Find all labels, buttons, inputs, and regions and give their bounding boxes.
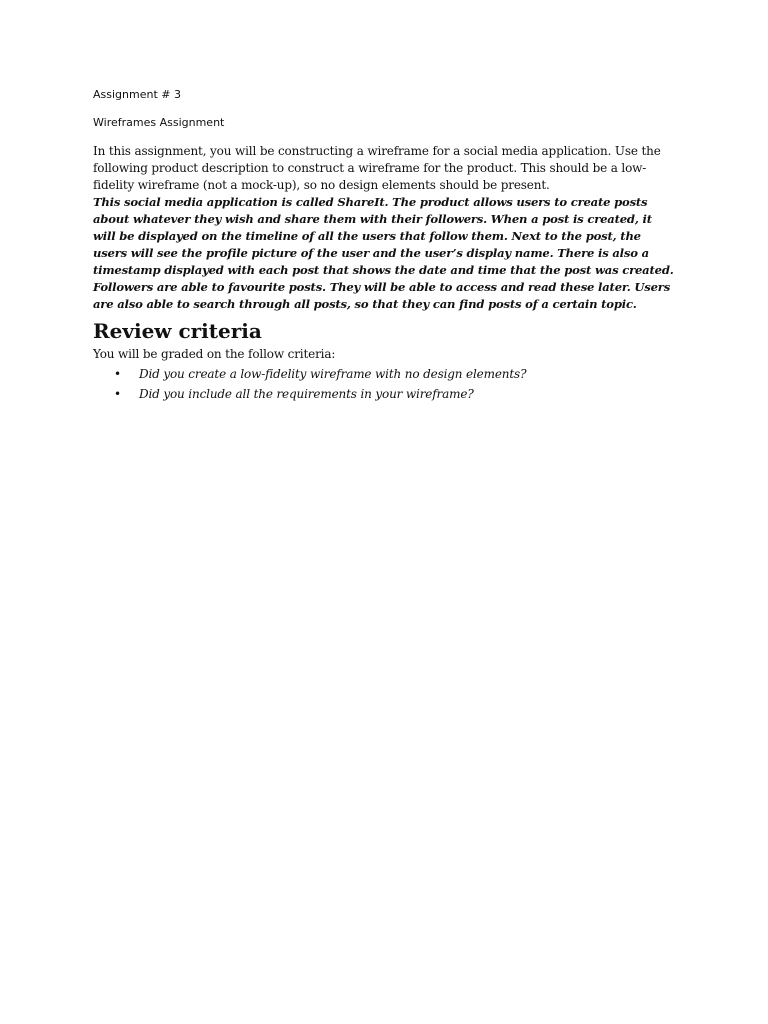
- criteria-text: Did you create a low-fidelity wireframe with no design elements?: [139, 367, 527, 381]
- bullet-icon: •: [114, 367, 121, 381]
- product-description-paragraph-2: Followers are able to favourite posts. They will be able to access and read these later. Users are also able to search through all posts, so that they can find posts of a certain topic.: [93, 280, 671, 311]
- bullet-icon: •: [114, 387, 121, 401]
- intro-paragraph: In this assignment, you will be constructing a wireframe for a social media application. Use the following product description to construct a wireframe for the product. This should be a low-fidelity wireframe (not a mock-up), so no design elements should be present.: [93, 144, 661, 192]
- criteria-intro: You will be graded on the follow criteria:: [93, 347, 336, 361]
- criteria-item: [93, 384, 675, 404]
- criteria-item: [93, 364, 675, 384]
- assignment-title: Wireframes Assignment: [93, 116, 225, 129]
- assignment-number: Assignment # 3: [93, 88, 181, 101]
- product-description-paragraph-1: This social media application is called ShareIt. The product allows users to create posts about whatever they wish and share them with their followers. When a post is created, it will be displayed on the timeline of all the users that follow them. Next to the post, the users will see the profile picture of the user and the user’s display name. There is also a timestamp displayed with each post that shows the date and time that the post was created.: [93, 195, 674, 277]
- criteria-list: [93, 364, 675, 404]
- review-criteria-heading: Review criteria: [93, 319, 262, 343]
- criteria-text: Did you include all the requirements in your wireframe?: [139, 387, 474, 401]
- document-page: [93, 86, 675, 404]
